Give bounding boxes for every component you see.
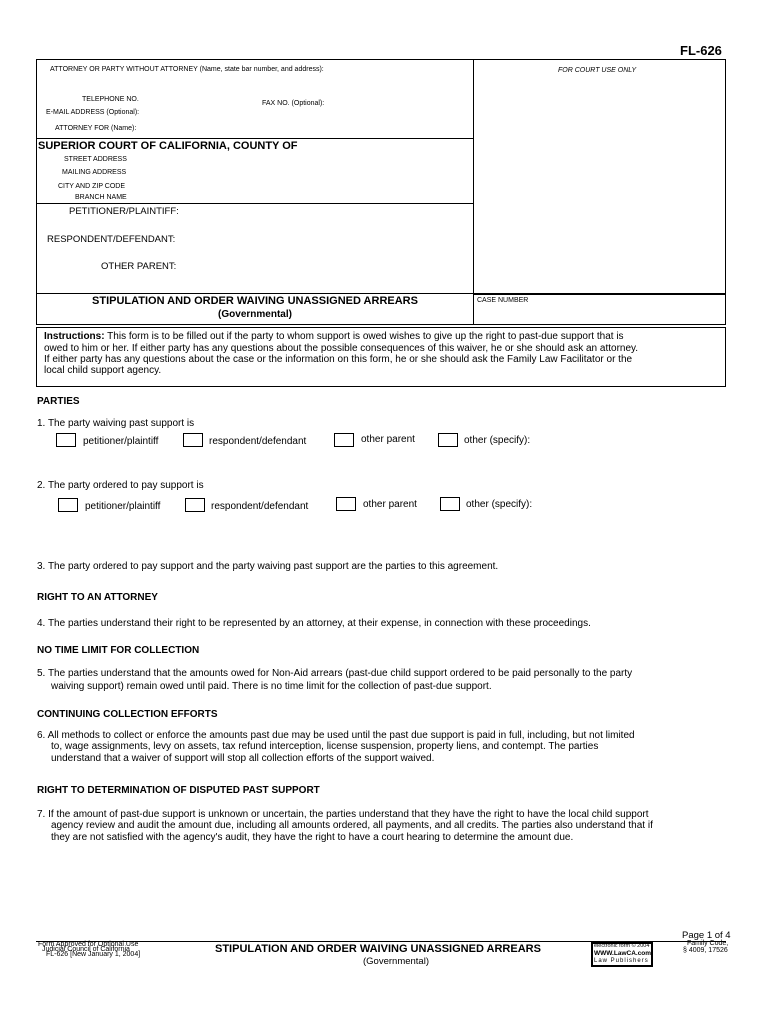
instructions-line1 — [44, 331, 624, 343]
email-label: E-MAIL ADDRESS (Optional): — [46, 109, 140, 116]
item5-line1: 5. The parties understand that the amounts owed for Non-Aid arrears (past-due child support ordered to be paid personally to the party — [37, 668, 633, 679]
form-subtitle: (Governmental) — [218, 309, 292, 320]
item1-other-parent-checkbox[interactable] — [334, 433, 354, 447]
item2-respondent-label: respondent/defendant — [211, 501, 309, 512]
petitioner-label: PETITIONER/PLAINTIFF: — [69, 206, 179, 217]
item1-other-specify-label: other (specify): — [464, 435, 531, 446]
street-label: STREET ADDRESS — [64, 156, 127, 163]
instructions-label: Instructions: — [44, 331, 105, 342]
court-name: SUPERIOR COURT OF CALIFORNIA, COUNTY OF — [38, 140, 298, 152]
item2-other-parent-checkbox[interactable] — [336, 497, 356, 511]
footer-subtitle: (Governmental) — [363, 956, 429, 967]
publisher-line1: electronic form © 2004 — [594, 943, 650, 949]
telephone-label: TELEPHONE NO. — [82, 96, 139, 103]
instructions-line3: If either party has any questions about the case or the information on this form, he or she should ask the Family Law Facilitator or the — [44, 354, 633, 365]
form-number: FL-626 — [680, 43, 722, 58]
footer-form-rev: FL-626 [New January 1, 2004] — [46, 951, 141, 958]
court-use-label: FOR COURT USE ONLY — [558, 67, 637, 74]
court-use-box — [473, 59, 726, 295]
item2-other-specify-checkbox[interactable] — [440, 497, 460, 511]
item4: 4. The parties understand their right to be represented by an attorney, at their expense, in connection with these proceedings. — [37, 618, 591, 629]
code-line2: § 4009, 17526 — [683, 947, 728, 954]
time-limit-heading: NO TIME LIMIT FOR COLLECTION — [37, 645, 200, 656]
fax-label: FAX NO. (Optional): — [262, 100, 325, 107]
respondent-label: RESPONDENT/DEFENDANT: — [47, 234, 176, 245]
other-parent-label: OTHER PARENT: — [101, 261, 177, 272]
item1-petitioner-checkbox[interactable] — [56, 433, 76, 447]
item6-line3: understand that a waiver of support will stop all collection efforts of the support waived. — [51, 753, 435, 764]
item7-line2: agency review and audit the amount due, including all amounts ordered, all payments, and all credits. The parties also understand that if — [51, 820, 653, 831]
code-line1: Family Code, — [687, 940, 729, 947]
footer-approved: Form Approved for Optional Use — [38, 941, 139, 948]
parties-heading: PARTIES — [37, 396, 80, 407]
item1-respondent-label: respondent/defendant — [209, 436, 307, 447]
item2-respondent-checkbox[interactable] — [185, 498, 205, 512]
item7-line3: they are not satisfied with the agency's audit, they have the right to have a court hearing to determine the amount due. — [51, 832, 574, 843]
footer-council: Judicial Council of California — [42, 946, 130, 953]
item7-line1: 7. If the amount of past-due support is unknown or uncertain, the parties understand that they have the right to have the local child support — [37, 809, 649, 820]
disputed-heading: RIGHT TO DETERMINATION OF DISPUTED PAST SUPPORT — [37, 785, 320, 796]
item2: 2. The party ordered to pay support is — [37, 480, 204, 491]
form-title: STIPULATION AND ORDER WAIVING UNASSIGNED ARREARS — [92, 295, 418, 307]
instructions-line2: owed to him or her. If either party has any questions about the possible consequences of this waiver, he or she should ask an attorney. — [44, 343, 639, 354]
instructions-text1: This form is to be filled out if the party to whom support is owed wishes to give up the right to past-due support that is — [107, 331, 624, 342]
publisher-line2: WWW.LawCA.com — [594, 950, 652, 957]
attorney-heading: RIGHT TO AN ATTORNEY — [37, 592, 158, 603]
item5-line2: waiving support) remain owed until paid. There is no time limit for the collection of past-due support. — [51, 681, 492, 692]
item2-other-specify-label: other (specify): — [466, 499, 533, 510]
collection-heading: CONTINUING COLLECTION EFFORTS — [37, 709, 218, 720]
footer-title: STIPULATION AND ORDER WAIVING UNASSIGNED ARREARS — [215, 943, 541, 955]
branch-label: BRANCH NAME — [75, 194, 127, 201]
item2-other-parent-label: other parent — [363, 499, 417, 510]
item2-petitioner-checkbox[interactable] — [58, 498, 78, 512]
item1: 1. The party waiving past support is — [37, 418, 195, 429]
page-number: Page 1 of 4 — [682, 930, 731, 941]
item1-other-parent-label: other parent — [361, 434, 415, 445]
city-label: CITY AND ZIP CODE — [58, 183, 126, 190]
item1-other-specify-checkbox[interactable] — [438, 433, 458, 447]
case-number-label: CASE NUMBER — [477, 297, 529, 304]
item6-line2: to, wage assignments, levy on assets, tax refund interception, license suspension, property liens, and contempt. The parties — [51, 741, 599, 752]
item2-petitioner-label: petitioner/plaintiff — [85, 501, 161, 512]
attorney-for-label: ATTORNEY FOR (Name): — [55, 125, 137, 132]
instructions-line4: local child support agency. — [44, 365, 162, 376]
publisher-line3: Law Publishers — [594, 958, 649, 964]
item1-respondent-checkbox[interactable] — [183, 433, 203, 447]
mailing-label: MAILING ADDRESS — [62, 169, 127, 176]
item3: 3. The party ordered to pay support and the party waiving past support are the parties to this agreement. — [37, 561, 499, 572]
item1-petitioner-label: petitioner/plaintiff — [83, 436, 159, 447]
attorney-label: ATTORNEY OR PARTY WITHOUT ATTORNEY (Name, state bar number, and address): — [50, 66, 324, 73]
item6-line1: 6. All methods to collect or enforce the amounts past due may be used until the past due support is paid in full, including, but not limited — [37, 730, 635, 741]
